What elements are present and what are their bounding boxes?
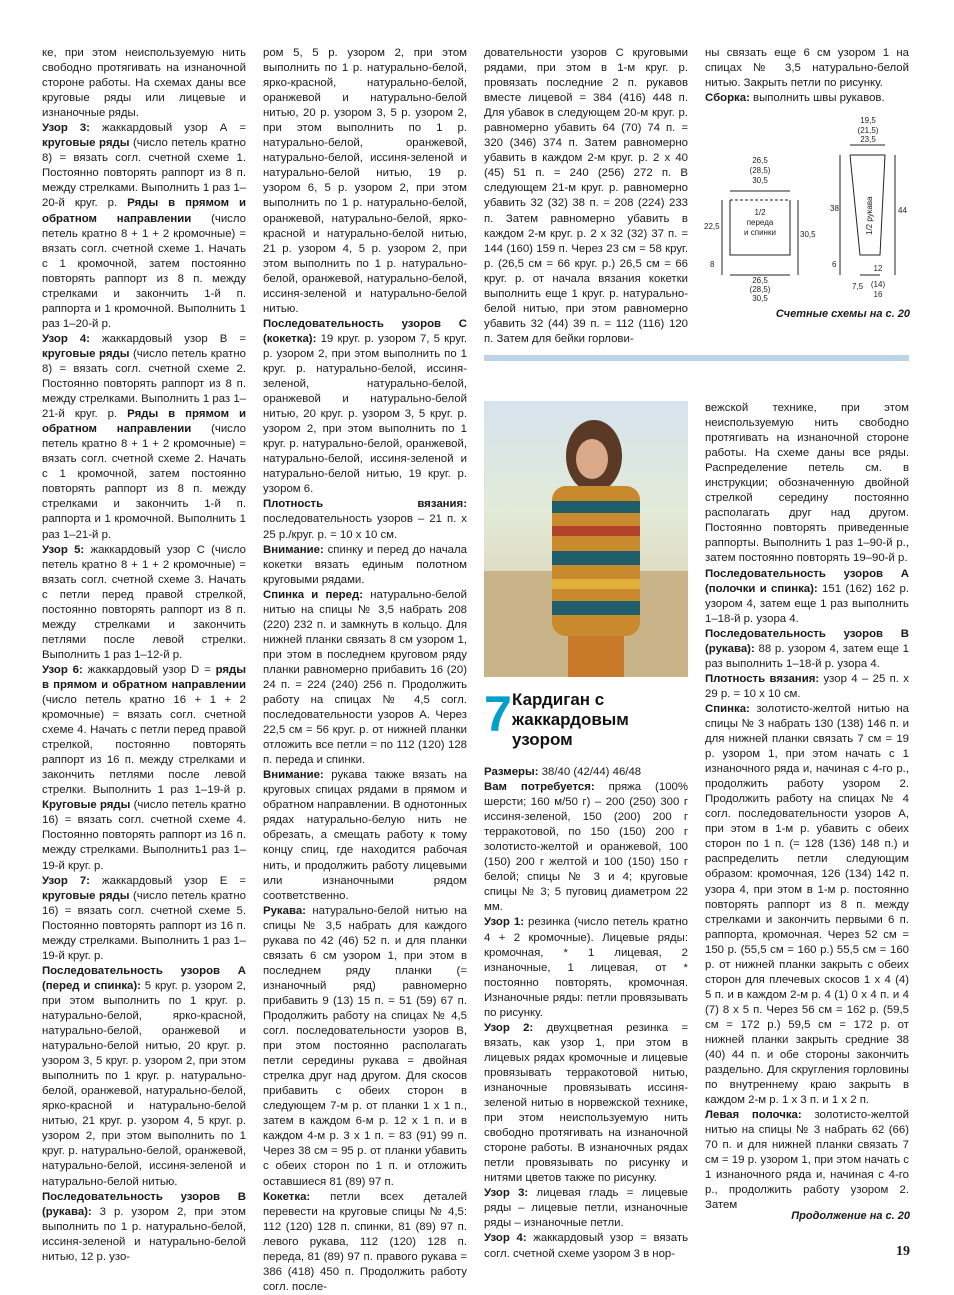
bold-term: Ряды в прямом и обратном направлении bbox=[42, 408, 246, 436]
diagram-bottom-size-1: 26,5 bbox=[752, 276, 768, 285]
col3b-paragraph-2 bbox=[484, 915, 688, 1020]
col3b-paragraph-4 bbox=[484, 1186, 688, 1231]
bold-term: Внимание: bbox=[263, 543, 324, 556]
body-text: ром 5, 5 р. узором 2, при этом выполнить по 1 р. натурально-белой, ярко-красной, натурально-белой, оранжевой и натурально-белой нитью, 20 р. узором 3, 5 р. узором 2, при этом выполнить по 1 р. натурально-белой, оранжевой, натурально-белой, иссиня-зеленой и натурально-белой нитью, 19 р. узором 6, 5 р. узором 2, при этом выполнить по 1 р. натурально-белой, оранжевой, натурально-белой, ярко-красной и натурально-белой нитью, 21 р. узором 4, 5 р. узором 2, при этом выполнить по 1 р. натурально-белой, оранжевой, натурально-белой, иссиня-зеленой и натурально-белой нитью. bbox=[263, 47, 467, 315]
col2-paragraph-1 bbox=[263, 317, 467, 498]
bold-term: Плотность вязания: bbox=[705, 672, 820, 685]
diagram-bottom-size-2: (28,5) bbox=[749, 285, 771, 294]
diagram-sleeve-cuff-small: 7,5 bbox=[852, 282, 864, 291]
bold-term: Спинка и перед: bbox=[263, 588, 363, 601]
col1-paragraph-2 bbox=[42, 332, 246, 543]
diagram-sleeve-right: 44 bbox=[898, 206, 907, 215]
col4b-paragraph-5 bbox=[705, 1108, 909, 1213]
body-text: выполнить швы рукавов. bbox=[749, 92, 885, 105]
col3b-paragraph-5 bbox=[484, 1231, 688, 1261]
diagram-bottom-size-3: 30,5 bbox=[752, 294, 768, 303]
bold-term: Узор 4: bbox=[484, 1232, 527, 1245]
project-heading bbox=[484, 686, 688, 756]
col4b-paragraph-4 bbox=[705, 702, 909, 1108]
body-text: (число петель кратно 16 + 1 + 2 кромочные) = вязать согл. счетной схеме 4. Начать с петли перед правой стрелкой, постоянно повторять раппорт из 16 п. между стрелками и закончить петлями после левой стрелки. Выполнить 1 раз 1–19-й р. bbox=[42, 694, 246, 797]
body-text: 151 (162) 162 р. узором 4, затем еще 1 раз выполнить 1–18-й р. узора 4. bbox=[705, 582, 909, 625]
diagram-sleeve-top-2: (21,5) bbox=[857, 126, 879, 135]
body-text: (число петель кратно 8 + 1 + 2 кромочные) = вязать согл. счетной схеме 1. Начать с 1 кромочной, затем постоянно повторять раппорт из 8 п. между стрелками и закончить 1-й п. раппорта и 1 кромочной. Выполнить 1 раз 1–20-й р. bbox=[42, 212, 246, 330]
col1-paragraph-4 bbox=[42, 663, 246, 874]
body-text: золотисто-желтой нитью на спицы № 3 набрать 62 (66) 70 п. и для нижней планки связать 7 см = 19 р. узором 1, при этом начать с 1 изнаночного ряда и, начиная с 4-го р., продолжить работу узором 2. Затем bbox=[705, 1109, 909, 1212]
text-column-2 bbox=[263, 46, 467, 1295]
col3b-paragraph-0 bbox=[484, 765, 688, 780]
bold-term: Узор 7: bbox=[42, 874, 90, 887]
model-photo bbox=[484, 401, 688, 677]
diagram-bottom-left: 8 bbox=[710, 260, 715, 269]
bold-term: Узор 6: bbox=[42, 663, 83, 676]
body-text: ны связать еще 6 см узором 1 на спицах № 3,5 натурально-белой нитью. Закрыть петли по рисунку. bbox=[705, 47, 909, 90]
bold-term: круговые ряды bbox=[42, 137, 130, 150]
body-text: (число петель кратно 16) = вязать согл. счетной схеме 5. Постоянно повторять раппорт из 16 п. между стрелками. Выполнить 1 раз 1–19-й круг. р. bbox=[42, 889, 246, 962]
bold-term: Узор 3: bbox=[484, 1187, 529, 1200]
body-text: золотисто-желтой нитью на спицы № 3 набрать 130 (138) 146 п. и для нижней планки связать 7 см = 19 р. узором 1, при этом начать с 1 изнаночного ряда и, начиная с 4-го р., продолжить работу узором 2. Продолжить работу на спицах № 4 согл. последовательности узоров А, при этом в 1-м р. убавить с обеих сторон по 1 п. (= 128 (136) 148 п.) и распределить петли следующим образом: кромочная, 126 (134) 142 п. узора 4, при этом в 1-м р. постоянно повторять раппорт из 8 п. между стрелками и закончить первыми 6 п. раппорта, кромочная. Через 52 см = 150 р. (55,5 см = 160 р.) 55,5 см = 160 р. от нижней планки закрыть с обеих сторон для плечевых скосов 1 х 4 (4) 5 п. и в каждом 2-м р. 4 (1) 0 х 4 п. и 4 (7) 8 х 5 п. Через 56 см = 162 р. (59,5 см = 172 р.) 59,5 см = 172 р. от нижней планки закрыть средние 38 (40) 44 п. и обе стороны закончить раздельно. Для скругления горловины по внутреннему краю закрыть в каждом 2-м р. 1 х 3 п. и 1 х 2 п. bbox=[705, 702, 909, 1107]
bold-term: Вам потребуется: bbox=[484, 781, 595, 794]
body-text: спинку и перед до начала кокетки вязать единым полотном круговыми рядами. bbox=[263, 543, 467, 586]
col2-paragraph-2 bbox=[263, 497, 467, 542]
bold-term: Спинка: bbox=[705, 702, 750, 715]
col3b-paragraph-1 bbox=[484, 780, 688, 915]
body-text: 5 круг. р. узором 2, при этом выполнить по 1 круг. р. натурально-белой, ярко-красной, натурально-белой, оранжевой и натурально-белой нитью, 20 круг. р. узором 3, 5 круг. р. узором 2, при этом выполнить по 1 круг. р. натурально-белой, оранжевой, натурально-белой, ярко-красной и натурально-белой нитью, 21 круг. р. узором 4, 5 круг. р. узором 2, при этом выполнить по 1 круг. р. натурально-белой, оранжевой, натурально-белой, иссиня-зеленой и натурально-белой нитью. bbox=[42, 979, 246, 1188]
body-text: жаккардовый узор = вязать согл. счетной схеме узором 3 в нор- bbox=[484, 1232, 689, 1260]
bold-term: круговые ряды bbox=[42, 889, 130, 902]
body-text: натурально-белой нитью на спицы № 3,5 набрать для каждого рукава по 42 (46) 52 п. и для планки связать 6 см узором 1, при этом в последнем ряду планки (= изнаночный ряд) равномерно прибавить 9 (13) 15 п. = 51 (59) 67 п. Продолжить работу на спицах № 4,5 согл. последовательности узоров В, при этом постоянно располагать петли середины рукава = двойная стрелка друг над другом. Для скосов прибавить с обеих сторон в следующем 7-м р. от планки 1 х 1 п., затем в каждом 6-м р. 12 х 1 п. и в каждом 4-м р. 3 х 1 п. = 83 (91) 99 п. Через 38 см = 95 р. от планки убавить с обеих сторон по 1 п. и отложить оставшиеся 81 (89) 97 п. bbox=[263, 904, 467, 1188]
col1-paragraph-6 bbox=[42, 964, 246, 1190]
bold-term: круговые ряды bbox=[42, 347, 130, 360]
diagram-sleeve-cuff-left: 6 bbox=[832, 260, 837, 269]
bold-term: ряды в прямом и обратном направлении bbox=[42, 663, 246, 691]
pattern-diagram bbox=[700, 116, 912, 305]
text-column-3 bbox=[484, 46, 688, 347]
col2-paragraph-4 bbox=[263, 588, 467, 769]
bold-term: Последовательность узоров А (перед и спинка): bbox=[42, 964, 246, 992]
body-text: (число петель кратно 8 + 1 + 2 кромочные) = вязать согл. счетной схеме 2. Начать с 1 кромочной, затем постоянно повторять раппорт из 8 п. между стрелками и закончить 1-й п. раппорта и 1 кромочной. Выполнить 1 раз 1–21-й р. bbox=[42, 423, 246, 541]
col4b-paragraph-3 bbox=[705, 672, 909, 702]
col1-paragraph-3 bbox=[42, 543, 246, 663]
body-text: резинка (число петель кратно 4 + 2 кромочные). Лицевые ряды: кромочная, * 1 лицевая, 2 изнаночные, 1 лицевая, от * постоянно повторять, кромочная. Изнаночные ряды: петли провязывать по рисунку. bbox=[484, 916, 688, 1019]
body-text: 88 р. узором 4, затем еще 1 раз выполнить 1–18-й р. узора 4. bbox=[705, 642, 909, 670]
body-text: узор 4 – 25 п. х 29 р. = 10 х 10 см. bbox=[705, 672, 909, 700]
diagram-sleeve-bottom-1: 12 bbox=[873, 264, 883, 273]
bold-term: Последовательность узоров В (рукава): bbox=[705, 627, 909, 655]
body-text: жаккардовый узор А = bbox=[89, 122, 247, 135]
body-text: жаккардовый узор С (число петель кратно 8 + 1 + 2 кромочные) = вязать согл. счетной схеме 3. Начать с петли перед правой стрелкой, постоянно повторять раппорт из 8 п. между стрелками и закончить петлями после левой стрелки. Выполнить 1 раз 1–12-й р. bbox=[42, 543, 246, 661]
col4-paragraph-0 bbox=[705, 46, 909, 91]
text-column-1 bbox=[42, 46, 246, 1265]
body-text: жаккардовый узор D = bbox=[82, 663, 216, 676]
body-text: рукава также вязать на круговых спицах рядами в прямом и обратном направлении. В однотонных рядах натурально-белую нить не обрезать, а смещать работу к тому концу спиц, где находится рабочая нить, и продолжить работу лицевыми или изнаночными рядом соответственно. bbox=[263, 769, 467, 902]
col1-paragraph-7 bbox=[42, 1190, 246, 1265]
body-text: вежской технике, при этом неиспользуемую нить свободно протягивать на изнаночной стороне работы. На схеме даны все ряды. Распределение петель см. в инструкции; обозначенную двойной стрелкой середину постоянно располагать друг над другом. Постоянно повторять приведенные раппорты. Выполнить 1 раз 1–90-й р., затем постоянно повторять 19–90-й р. bbox=[705, 402, 909, 565]
col4b-paragraph-0 bbox=[705, 401, 909, 567]
page-number: 19 bbox=[896, 1244, 910, 1259]
project-number: 7 bbox=[484, 686, 512, 742]
diagram-left-height: 22,5 bbox=[704, 222, 720, 231]
continue-note: Продолжение на с. 20 bbox=[791, 1210, 910, 1222]
body-text: 38/40 (42/44) 46/48 bbox=[538, 766, 642, 778]
bold-term: Круговые ряды bbox=[42, 799, 131, 812]
bold-term: Узор 3: bbox=[42, 122, 90, 135]
diagram-top-size-1: 26,5 bbox=[752, 156, 768, 165]
diagram-body-label-2: переда bbox=[746, 218, 774, 227]
body-text: лицевая гладь = лицевые ряды – лицевые петли, изнаночные ряды – изнаночные петли. bbox=[484, 1187, 688, 1230]
bold-term: Левая полочка: bbox=[705, 1109, 802, 1122]
bold-term: Сборка: bbox=[705, 92, 750, 105]
body-text: довательности узоров С круговыми рядами, при этом в 1-м круг. р. провязать последние 2 п. рукавов вместе лицевой = 384 (416) 448 п. Для убавок в следующем 20-м круг. р. равномерно убавить 64 (70) 74 п. = 320 (346) 374 п. Затем равномерно убавить в каждом 2-м круг. р. 2 х 40 (45) 51 п. = 240 (256) 272 п. В следующем 21-м круг. р. равномерно убавить 32 (32) 38 п. = 208 (224) 233 п. Затем равномерно убавить в каждом 2-м круг. р. 2 х 32 (32) 37 п. = 144 (160) 159 п. Через 23 см = 58 круг. р. (26,5 см = 66 круг. р.) 26,5 см = 66 круг. р. от начала вязания кокетки выполнить еще 1 круг. р. натурально-белой нитью, при этом равномерно убавить 32 (44) 39 п. = 112 (116) 120 п. Затем для бейки горлови- bbox=[484, 47, 688, 345]
diagram-top-size-3: 30,5 bbox=[752, 176, 768, 185]
bold-term: Кокетка: bbox=[263, 1190, 311, 1203]
col2-paragraph-0 bbox=[263, 46, 467, 317]
body-text: 3 р. узором 2, при этом выполнить по 1 р. натурально-белой, иссиня-зеленой и натурально-белой нитью, 12 р. узо- bbox=[42, 1205, 246, 1263]
text-column-4-lower bbox=[705, 401, 909, 1214]
diagram-sleeve-label: 1/2 рукава bbox=[865, 196, 874, 235]
bold-term: Размеры: bbox=[484, 766, 539, 778]
col4b-paragraph-2 bbox=[705, 627, 909, 672]
body-text: петли всех деталей перевести на круговые спицы № 4,5: 112 (120) 128 п. спинки, 81 (89) 97 п. левого рукава, 112 (120) 128 п. переда, 81 (89) 97 п. правого рукава = 386 (418) 450 п. Продолжить работу согл. после- bbox=[263, 1190, 467, 1293]
bold-term: Узор 2: bbox=[484, 1021, 534, 1034]
col1-paragraph-5 bbox=[42, 874, 246, 964]
bold-term: Узор 1: bbox=[484, 916, 524, 929]
section-divider bbox=[484, 355, 909, 361]
body-text: натурально-белой нитью на спицы № 3,5 набрать 208 (220) 232 п. и замкнуть в кольцо. Для нижней планки связать 8 см узором 1, при этом в последнем круговом ряду планки равномерно прибавить 16 (20) 24 п. = 224 (240) 256 п. Продолжить работу на спицах № 4,5 согл. последовательности узоров А. Через 22,5 см = 56 круг. р. от нижней планки отложить все петли = по 112 (120) 128 п. переда и спинки. bbox=[263, 588, 467, 767]
body-text: жаккардовый узор В = bbox=[89, 332, 247, 345]
col1-paragraph-0 bbox=[42, 46, 246, 121]
bold-term: Последовательность узоров С (кокетка): bbox=[263, 317, 467, 345]
body-text: пряжа (100% шерсти; 160 м/50 г) – 200 (250) 300 г иссиня-зеленой, 150 (200) 200 г терракотовой, по 150 (150) 200 г золотисто-желтой и оранжевой, 100 (150) 200 г желтой и 100 (150) 150 г белой; спицы № 3 и 4; круговые спицы № 3; 5 пуговиц диаметром 22 мм. bbox=[484, 781, 688, 914]
col2-paragraph-5 bbox=[263, 768, 467, 903]
bold-term: Узор 5: bbox=[42, 543, 85, 556]
bold-term: Узор 4: bbox=[42, 332, 90, 345]
text-column-4 bbox=[705, 46, 909, 106]
col1-paragraph-1 bbox=[42, 121, 246, 332]
diagram-body-label-3: и спинки bbox=[744, 228, 776, 237]
bold-term: Рукава: bbox=[263, 904, 306, 917]
body-text: жаккардовый узор Е = bbox=[89, 874, 247, 887]
diagram-right-height: 30,5 bbox=[800, 230, 816, 239]
col2-paragraph-7 bbox=[263, 1190, 467, 1295]
body-text: (число петель кратно 16) = вязать согл. счетной схеме 4. Постоянно повторять раппорт из 16 п. между стрелками. Выполнить1 раз 1–19-й круг. р. bbox=[42, 799, 246, 872]
col3-paragraph-0 bbox=[484, 46, 688, 347]
diagram-sleeve-bottom-3: 16 bbox=[873, 290, 883, 299]
body-text: (число петель кратно 8) = вязать согл. счетной схеме 1. Постоянно повторять раппорт из 8 п. между стрелками. Выполнить 1 раз 1–20-й круг. р. bbox=[42, 137, 246, 210]
bold-term: Внимание: bbox=[263, 769, 324, 782]
schema-caption: Счетные схемы на с. 20 bbox=[775, 308, 910, 320]
text-column-3-lower bbox=[484, 765, 688, 1262]
diagram-sleeve-left: 38 bbox=[830, 204, 839, 213]
col2-paragraph-3 bbox=[263, 543, 467, 588]
bold-term: Последовательность узоров В (рукава): bbox=[42, 1190, 246, 1218]
bold-term: Последовательность узоров А (полочки и спинка): bbox=[705, 567, 909, 595]
diagram-sleeve-top-1: 19,5 bbox=[860, 116, 876, 125]
col4-paragraph-1 bbox=[705, 91, 909, 106]
diagram-sleeve-bottom-2: (14) bbox=[870, 280, 886, 289]
body-text: последовательность узоров – 21 п. х 25 р./круг. р. = 10 х 10 см. bbox=[263, 513, 467, 541]
col3b-paragraph-3 bbox=[484, 1021, 688, 1187]
col4b-paragraph-1 bbox=[705, 567, 909, 627]
body-text: двухцветная резинка = вязать, как узор 1, при этом в лицевых рядах кромочные и лицевые провязывать терракотовой нитью, изнаночные провязывать иссиня-зеленой нитью в норвежской технике, при этом неиспользуемую нить свободно протягивать на изнаночной стороне работы. В изнаночных рядах петли провязывать по рисунку и нитями цветов также по рисунку. bbox=[484, 1021, 688, 1185]
project-title: Кардиган с жаккардовым узором bbox=[512, 690, 629, 749]
diagram-sleeve-top-3: 23,5 bbox=[860, 135, 876, 144]
body-text: (число петель кратно 8) = вязать согл. счетной схеме 2. Постоянно повторять раппорт из 8 п. между стрелками. Выполнить 1 раз 1–21-й круг. р. bbox=[42, 347, 246, 421]
bold-term: Плотность вязания: bbox=[263, 498, 467, 511]
body-text: 19 круг. р. узором 7, 5 круг. р. узором 2, при этом выполнить по 1 круг. р. натурально-белой, иссиня-зеленой, натурально-белой, оранжевой и натурально-белой нитью, 20 круг. р. узором 3, 5 круг. р. узором 2, при этом выполнить по 1 круг. р. натурально-белой, оранжевой, натурально-белой, иссиня-зеленой и натурально-белой нитью, 19 круг. р. узором 6. bbox=[263, 332, 467, 496]
diagram-top-size-2: (28,5) bbox=[749, 166, 771, 175]
col2-paragraph-6 bbox=[263, 904, 467, 1190]
bold-term: Ряды в прямом и обратном направлении bbox=[42, 197, 246, 225]
diagram-body-label-1: 1/2 bbox=[754, 208, 766, 217]
body-text: ке, при этом неиспользуемую нить свободно протягивать на изнаночной стороне работы. На схемах даны все круговые ряды или лицевые и изнаночные ряды. bbox=[42, 47, 246, 120]
